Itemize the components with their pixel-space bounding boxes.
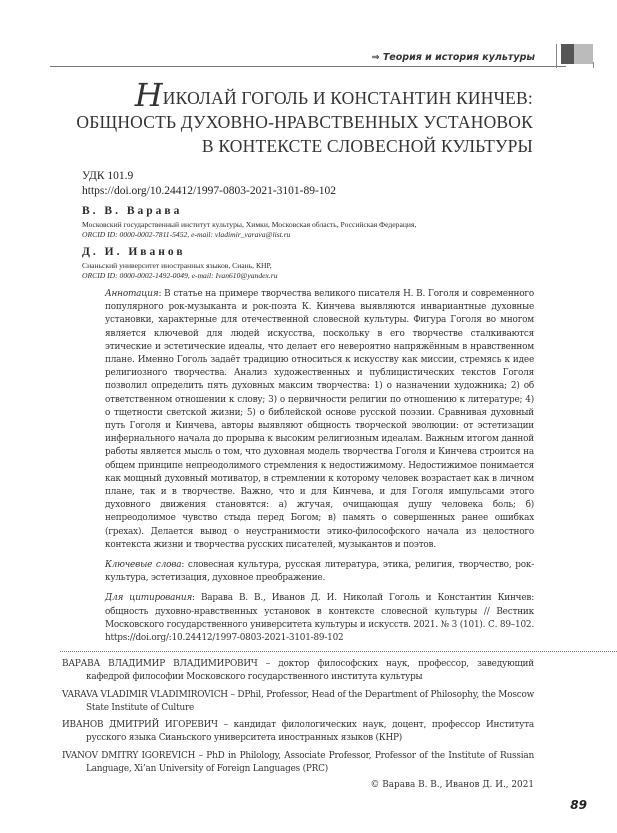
abstract-text: : В статье на примере творчества великого писателя Н. В. Гоголя и современного популярного рок-музыканта и рок-поэта К. Кинчева выявляются инвариантные духовные установки, характерные для отечественной словесной культуры. Фигура Гоголя во многом является ключевой для людей искусства, поскольку в его творчестве сталкиваются этические и эстетические идеалы, что делает его невероятно напряжённым в нравственном плане. Именно Гоголь задаёт традицию относиться к искусству как миссии, стремясь к идее религиозного творчества. Анализ художественных и публицистических текстов Гоголя позволил определить пять духовных максим творчества: 1) о назначении художника; 2) об ответственном отношении к слову; 3) о первичности религии по отношению к литературе; 4) о тщетности светской жизни; 5) о библейской основе русской поэзии. Сравнивая духовный путь Гоголя и Кинчева, авторы выявляют общность творческой эволюции: от эстетизации инфернального начала до прорыва к высоким религиозным идеалам. Важным итогом данной работы является мысль о том, что духовная модель творчества Гоголя и Кинчева строится на общем принципе непреодолимого стремления к недостижимому. Недостижимое понимается как мощный духовный мотиватор, в стремлении к которому человек возрастает как в личном плане, так и в творчестве. Важно, что и для Кинчева, и для Гоголя импульсами этого духовного движения становятся: а) жгучая, очищающая душу человека боль; б) непреодолимое чувство стыда перед Богом; в) память о совершенных ранее ошибках (грехах). Делается вывод о неустранимости этико-философского начала из целостного контекста жизни и творчества русских писателей, музыкантов и поэтов. <box>105 289 534 550</box>
author-name: В. В. Варава <box>82 205 183 217</box>
author-orcid: ORCID ID: 0000-0002-1492-0049, e-mail: Ivan610@yandex.ru <box>82 271 278 280</box>
keywords-label: Ключевые слова <box>105 560 182 571</box>
citation-label: Для цитирования <box>105 593 193 604</box>
title-line-2: ОБЩНОСТЬ ДУХОВНО-НРАВСТВЕННЫХ УСТАНОВОК <box>76 112 533 132</box>
keywords <box>105 559 534 585</box>
author-affiliation: Сианьский университет иностранных языков, Сиань, КНР, <box>82 261 272 270</box>
page-number: 89 <box>570 797 587 812</box>
author-bio: ВАРАВА ВЛАДИМИР ВЛАДИМИРОВИЧ – доктор философских наук, профессор, заведующий кафедрой философии Московского государственного института культуры <box>62 659 534 683</box>
title-line-1: ИКОЛАЙ ГОГОЛЬ И КОНСТАНТИН КИНЧЕВ: <box>162 88 533 108</box>
title-initial: Н <box>134 76 163 114</box>
arrow-icon: ⇒ <box>371 52 380 63</box>
author-block <box>82 245 617 281</box>
udk: УДК 101.9 <box>82 170 134 182</box>
citation <box>105 592 534 645</box>
author-block <box>82 204 617 240</box>
abstract-label: Аннотация <box>105 289 159 299</box>
page-content <box>0 76 617 833</box>
author-bio: IVANOV DMITRY IGOREVICH – PhD in Philology, Associate Professor, Professor of the Institute of Russian Language, Xi’an University of Foreign Languages (PRC) <box>62 750 534 774</box>
article-title <box>0 76 533 157</box>
author-affiliation: Московский государственный институт культуры, Химки, Московская область, Российская Федерация, <box>82 220 417 229</box>
divider <box>60 651 617 652</box>
title-line-3: В КОНТЕКСТЕ СЛОВЕСНОЙ КУЛЬТУРЫ <box>201 136 533 156</box>
citation-text: : Варава В. В., Иванов Д. И. Николай Гоголь и Константин Кинчев: общность духовно-нравственных установок в контексте словесной культуры // Вестник Московского государственного университета культуры и искусств. 2021. № 3 (101). С. 89–102. https://doi.org/:10.24412/1997-0803-2021-3101-89-102 <box>105 593 534 644</box>
article-meta <box>82 169 617 199</box>
author-bio: ИВАНОВ ДМИТРИЙ ИГОРЕВИЧ – кандидат филологических наук, доцент, профессор Института русского языка Сианьского университета иностранных языков (КНР) <box>62 720 534 744</box>
journal-logo-icon <box>556 44 594 68</box>
copyright: © Варава В. В., Иванов Д. И., 2021 <box>370 779 534 790</box>
abstract <box>105 288 534 552</box>
doi-link[interactable]: https://doi.org/10.24412/1997-0803-2021-3101-89-102 <box>82 185 337 197</box>
keywords-text: : словесная культура, русская литература, этика, религия, творчество, рок-культура, эстетизация, духовное преображение. <box>105 560 534 584</box>
author-bio: VARAVA VLADIMIR VLADIMIROVICH – DPhil, Professor, Head of the Department of Philosophy, the Moscow State Institute of Culture <box>62 689 534 713</box>
section-title: Теория и история культуры <box>382 52 535 63</box>
author-name: Д. И. Иванов <box>82 246 186 258</box>
author-orcid: ORCID ID: 0000-0002-7811-5452, e-mail: vladimir_varava@list.ru <box>82 230 291 239</box>
header-rule <box>50 66 566 67</box>
section-header <box>372 52 535 63</box>
